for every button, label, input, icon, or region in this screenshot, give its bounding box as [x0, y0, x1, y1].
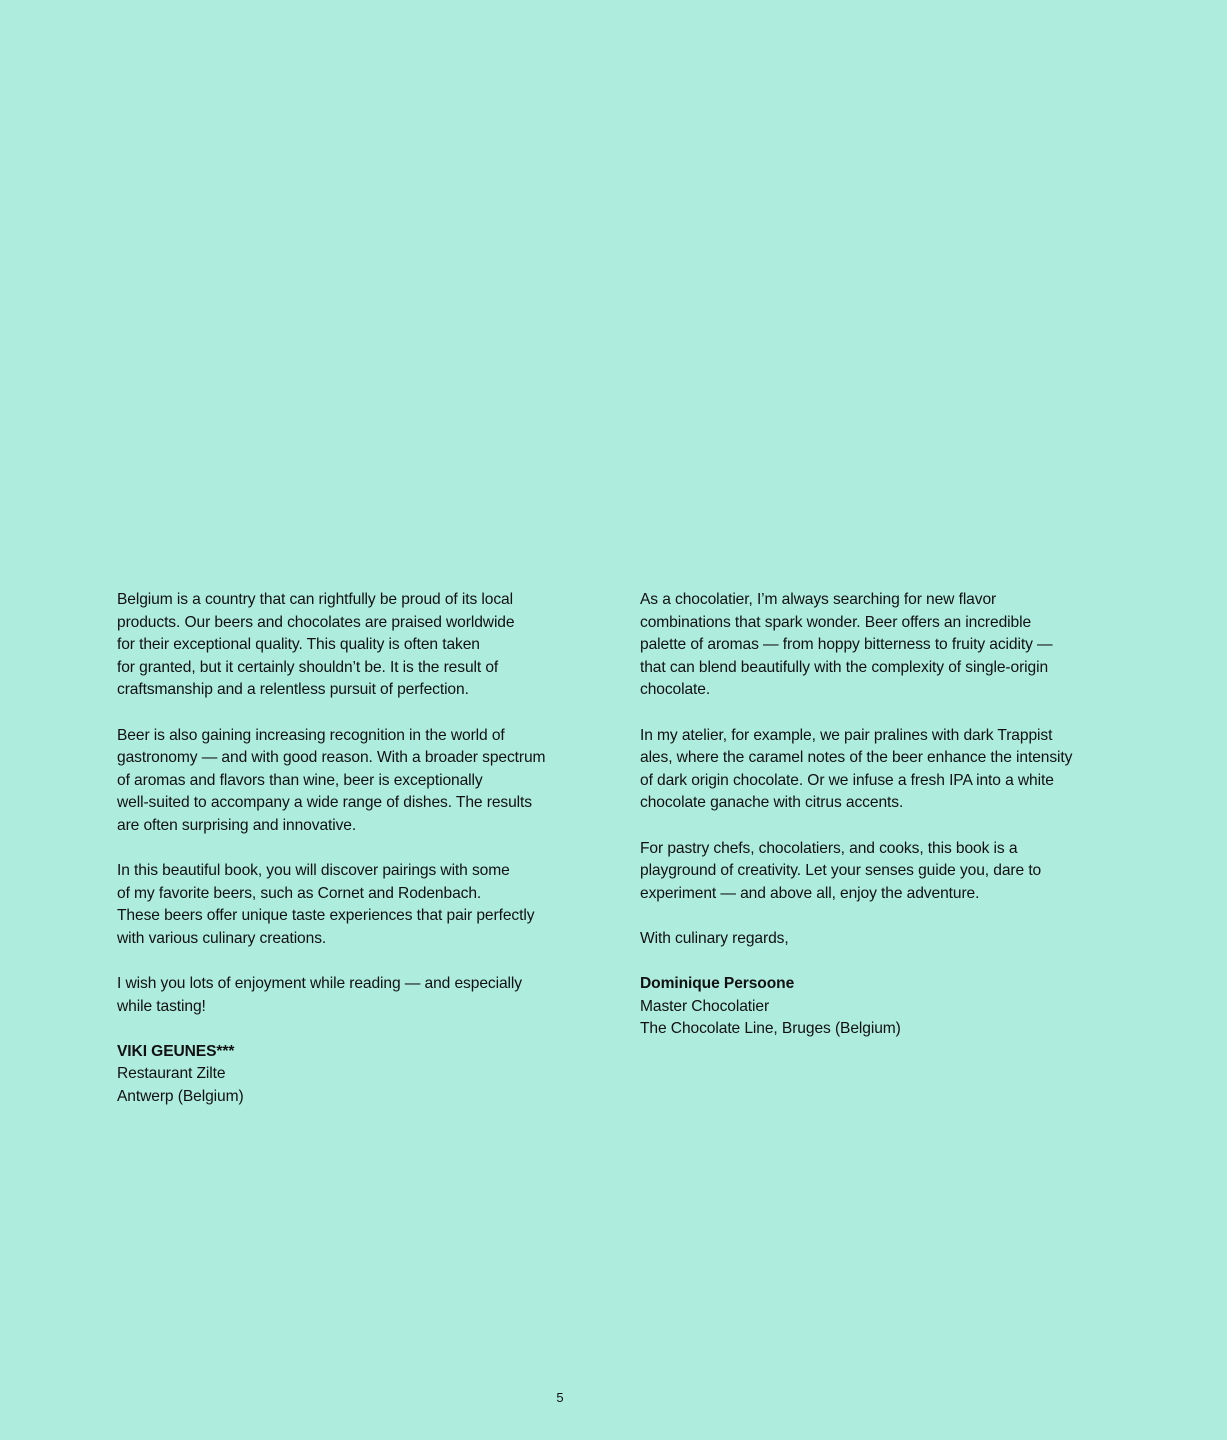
text-line: combinations that spark wonder. Beer offers an incredible — [640, 613, 1032, 631]
text-line: products. Our beers and chocolates are praised worldwide — [117, 613, 515, 631]
text-line: while tasting! — [117, 997, 206, 1015]
signature-location: The Chocolate Line, Bruges (Belgium) — [640, 1020, 901, 1038]
left-paragraph-2 — [117, 725, 592, 838]
text-line: ales, where the caramel notes of the beer enhance the intensity — [640, 749, 1073, 767]
text-line: playground of creativity. Let your senses guide you, dare to — [640, 862, 1042, 880]
right-paragraph-4 — [640, 928, 1115, 951]
left-paragraph-3 — [117, 860, 592, 950]
right-signature — [640, 973, 1115, 1041]
text-line: with various culinary creations. — [117, 929, 327, 947]
left-signature — [117, 1041, 592, 1109]
text-line: In my atelier, for example, we pair pralines with dark Trappist — [640, 726, 1053, 744]
text-line: chocolate ganache with citrus accents. — [640, 794, 904, 812]
signature-name: Dominique Persoone — [640, 975, 795, 993]
text-line: for granted, but it certainly shouldn’t be. It is the result of — [117, 658, 499, 676]
page-number: 5 — [556, 1390, 564, 1405]
right-paragraph-2 — [640, 725, 1115, 815]
signature-affiliation: Restaurant Zilte — [117, 1065, 226, 1083]
text-line: With culinary regards, — [640, 929, 789, 947]
text-line: In this beautiful book, you will discover pairings with some — [117, 862, 510, 880]
text-line: of my favorite beers, such as Cornet and Rodenbach. — [117, 884, 482, 902]
text-line: For pastry chefs, chocolatiers, and cooks, this book is a — [640, 839, 1018, 857]
signature-name: VIKI GEUNES*** — [117, 1042, 235, 1060]
text-line: I wish you lots of enjoyment while reading — and especially — [117, 975, 522, 993]
text-line: that can blend beautifully with the complexity of single-origin — [640, 658, 1049, 676]
right-paragraph-1 — [640, 589, 1115, 702]
text-line: gastronomy — and with good reason. With a broader spectrum — [117, 749, 546, 767]
text-line: palette of aromas — from hoppy bitterness to fruity acidity — — [640, 636, 1053, 654]
text-line: for their exceptional quality. This quality is often taken — [117, 636, 480, 654]
text-line: well-suited to accompany a wide range of dishes. The results — [117, 794, 532, 812]
signature-location: Antwerp (Belgium) — [117, 1088, 244, 1106]
text-line: chocolate. — [640, 681, 711, 699]
signature-title: Master Chocolatier — [640, 997, 770, 1015]
left-column — [117, 589, 592, 1109]
text-line: of aromas and flavors than wine, beer is exceptionally — [117, 771, 483, 789]
text-line: craftsmanship and a relentless pursuit of perfection. — [117, 681, 469, 699]
text-line: These beers offer unique taste experiences that pair perfectly — [117, 907, 535, 925]
left-paragraph-1 — [117, 589, 592, 702]
right-paragraph-3 — [640, 838, 1115, 906]
text-line: As a chocolatier, I’m always searching for new flavor — [640, 591, 997, 608]
left-paragraph-4 — [117, 973, 592, 1018]
text-line: of dark origin chocolate. Or we infuse a fresh IPA into a white — [640, 771, 1054, 789]
text-line: Belgium is a country that can rightfully be proud of its local — [117, 591, 513, 608]
text-line: Beer is also gaining increasing recognition in the world of — [117, 726, 505, 744]
right-column — [640, 589, 1115, 1041]
text-line: are often surprising and innovative. — [117, 816, 357, 834]
text-line: experiment — and above all, enjoy the adventure. — [640, 884, 980, 902]
